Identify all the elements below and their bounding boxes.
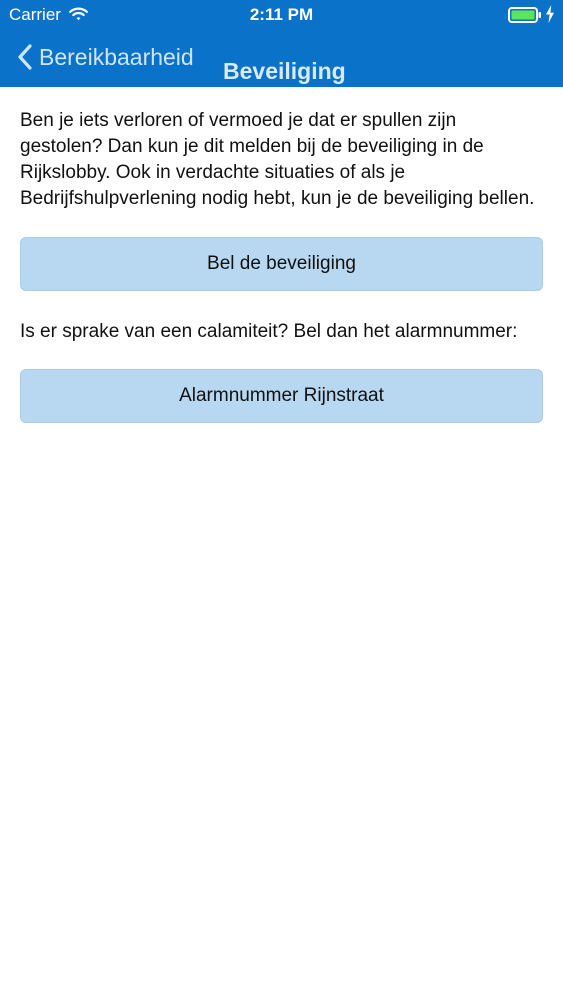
app-header [0,0,563,87]
status-time: 2:11 PM [249,5,314,24]
calamity-instruction-text: Is er sprake van een calamiteit? Bel dan het alarmnummer: [20,321,518,342]
security-content [20,108,543,423]
back-label: Bereikbaarheid [39,44,194,70]
status-bar [0,0,563,30]
page-title: Beveiliging [223,58,346,85]
carrier-label: Carrier [9,5,61,24]
call-alarm-number-button[interactable]: Alarmnummer Rijnstraat [20,369,543,423]
battery-icon [508,7,542,23]
charging-icon [545,5,555,23]
call-security-button[interactable]: Bel de beveiliging [20,237,543,291]
chevron-left-icon [15,42,35,72]
security-intro-text: Ben je iets verloren of vermoed je dat er spullen zijn gestolen? Dan kun je dit melden bij de beveiliging in de Rijkslobby. Ook in verdachte situaties of als je Bedrijfshulpverlening nodig hebt, kun je de beveiliging bellen. [20,110,535,209]
navigation-bar [0,30,563,87]
back-button[interactable] [15,40,194,74]
